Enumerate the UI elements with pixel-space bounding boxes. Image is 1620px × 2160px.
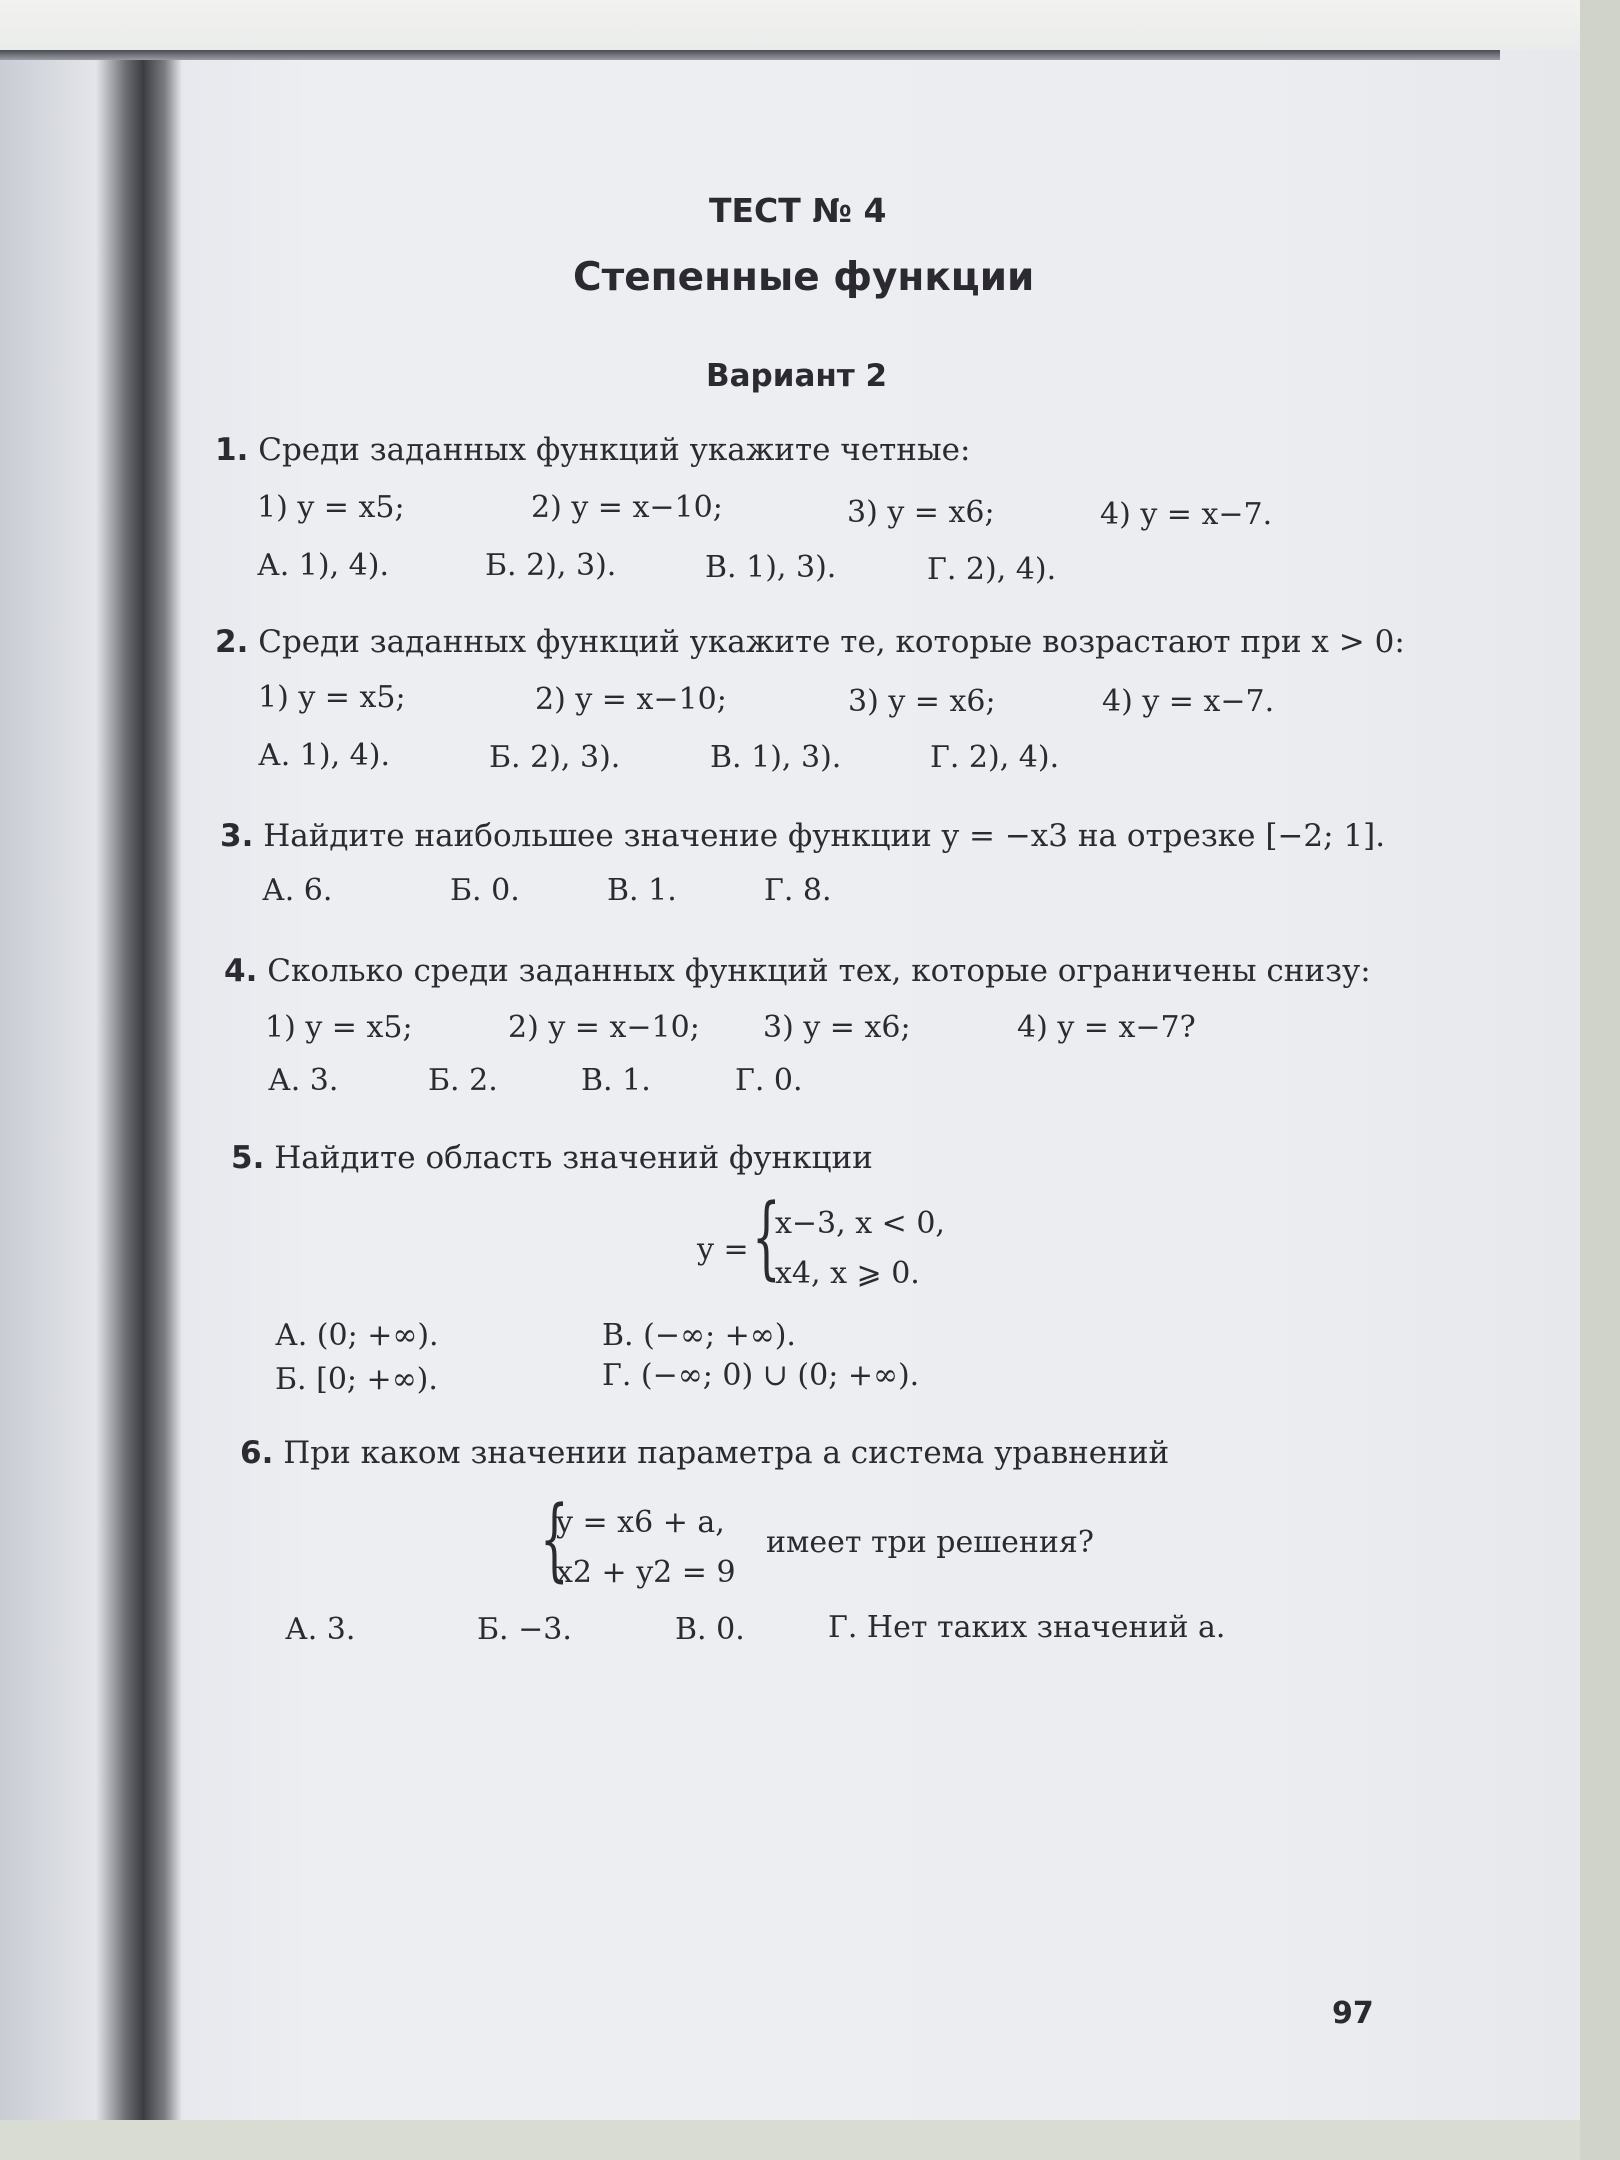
- q1-item-2: 2) y = x−10;: [531, 490, 723, 525]
- q5-answer-b: Б. [0; +∞).: [275, 1362, 438, 1397]
- q2-item-3: 3) y = x6;: [848, 684, 996, 719]
- question-6-text: При каком значении параметра a система уравнений: [283, 1435, 1170, 1471]
- q2-item-2: 2) y = x−10;: [535, 682, 727, 717]
- test-title: ТЕСТ № 4: [709, 191, 887, 230]
- q2-answer-a: А. 1), 4).: [258, 738, 390, 773]
- q6-system-tail: имеет три решения?: [766, 1525, 1094, 1560]
- page-number: 97: [1332, 1996, 1374, 2031]
- q2-item-1: 1) y = x5;: [258, 680, 406, 715]
- q1-answer-v: В. 1), 3).: [705, 550, 837, 585]
- q5-formula-case-1: x−3, x < 0,: [775, 1206, 945, 1241]
- q4-answer-b: Б. 2.: [428, 1063, 498, 1098]
- question-3-number: 3.: [220, 818, 254, 854]
- background-margin: [1580, 0, 1620, 2160]
- q4-answer-a: А. 3.: [268, 1063, 339, 1098]
- variant-title: Вариант 2: [706, 358, 888, 394]
- q3-answer-g: Г. 8.: [764, 873, 832, 908]
- q1-answer-g: Г. 2), 4).: [927, 552, 1057, 587]
- q1-answer-a: А. 1), 4).: [257, 548, 389, 583]
- q2-item-4: 4) y = x−7.: [1102, 684, 1275, 719]
- q6-equation-2: x2 + y2 = 9: [556, 1555, 736, 1590]
- q1-answer-b: Б. 2), 3).: [485, 548, 617, 583]
- q3-answer-a: А. 6.: [262, 873, 333, 908]
- q6-answer-b: Б. −3.: [477, 1612, 572, 1647]
- q4-item-1: 1) y = x5;: [265, 1010, 413, 1045]
- question-2-text: Среди заданных функций укажите те, которые возрастают при x > 0:: [258, 624, 1405, 660]
- question-3-text: Найдите наибольшее значение функции y = −x3 на отрезке [−2; 1].: [263, 818, 1386, 854]
- topic-title: Степенные функции: [573, 255, 1035, 300]
- q5-formula-brace: {: [752, 1185, 781, 1290]
- q6-system-brace: {: [540, 1487, 569, 1592]
- question-2-number: 2.: [215, 624, 249, 660]
- question-5-number: 5.: [231, 1140, 265, 1176]
- q1-item-3: 3) y = x6;: [847, 495, 995, 530]
- question-6-number: 6.: [240, 1435, 274, 1471]
- question-5: [231, 1140, 873, 1176]
- q6-equation-1: y = x6 + a,: [556, 1505, 725, 1540]
- question-6: [240, 1435, 1169, 1471]
- background-wall: [0, 0, 1620, 56]
- q6-answer-a: А. 3.: [285, 1612, 356, 1647]
- q5-formula-case-2: x4, x ⩾ 0.: [775, 1256, 920, 1291]
- q3-answer-v: В. 1.: [607, 873, 677, 908]
- q5-answer-g: Г. (−∞; 0) ∪ (0; +∞).: [602, 1358, 920, 1393]
- question-1-number: 1.: [215, 432, 249, 468]
- question-2: [215, 624, 1405, 660]
- q6-answer-g: Г. Нет таких значений a.: [828, 1610, 1226, 1645]
- question-3: [220, 818, 1385, 854]
- book-spine-shadow: [96, 60, 182, 2120]
- question-5-text: Найдите область значений функции: [274, 1140, 873, 1176]
- q4-answer-v: В. 1.: [581, 1063, 651, 1098]
- q2-answer-b: Б. 2), 3).: [489, 740, 621, 775]
- q5-formula-lhs: y =: [697, 1232, 749, 1267]
- q4-item-2: 2) y = x−10;: [508, 1010, 700, 1045]
- q2-answer-v: В. 1), 3).: [710, 740, 842, 775]
- page-top-edge: [0, 50, 1500, 60]
- q5-answer-v: В. (−∞; +∞).: [602, 1318, 796, 1353]
- q5-answer-a: А. (0; +∞).: [275, 1318, 439, 1353]
- question-4: [224, 953, 1371, 989]
- question-1: [215, 432, 970, 468]
- q3-answer-b: Б. 0.: [450, 873, 520, 908]
- q6-answer-v: В. 0.: [675, 1612, 745, 1647]
- q4-item-4: 4) y = x−7?: [1017, 1010, 1196, 1045]
- q1-item-1: 1) y = x5;: [257, 490, 405, 525]
- q2-answer-g: Г. 2), 4).: [930, 740, 1060, 775]
- question-4-number: 4.: [224, 953, 258, 989]
- question-1-text: Среди заданных функций укажите четные:: [258, 432, 971, 468]
- q1-item-4: 4) y = x−7.: [1100, 497, 1273, 532]
- q4-answer-g: Г. 0.: [735, 1063, 803, 1098]
- q4-item-3: 3) y = x6;: [763, 1010, 911, 1045]
- question-4-text: Сколько среди заданных функций тех, которые ограничены снизу:: [267, 953, 1371, 989]
